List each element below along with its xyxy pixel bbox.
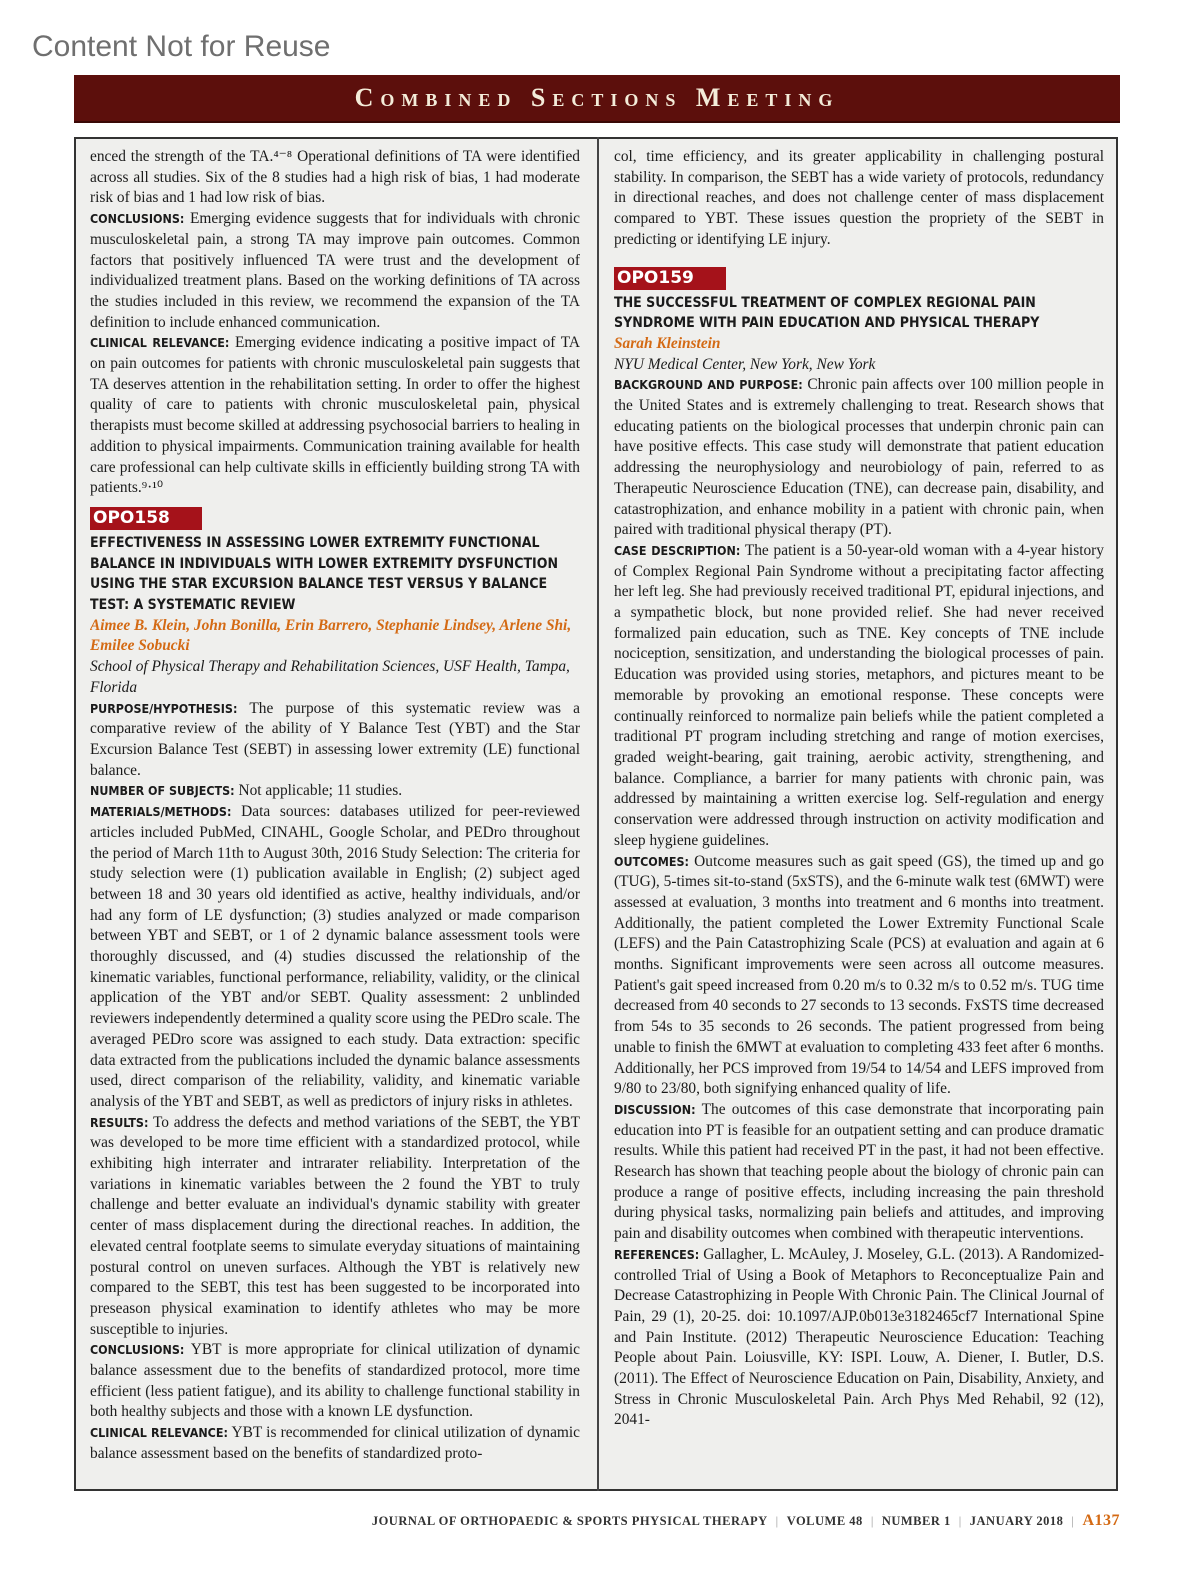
section-label: OUTCOMES: — [614, 853, 689, 869]
paragraph-text: Emerging evidence indicating a positive impact of TA on pain outcomes for patients with chronic musculoskeletal pain suggests that TA deserves attention in the rehabilitation setting. In order to offer the highest quality of care to patients with chronic musculoskeletal pain, physical therapists must become skilled at addressing psychosocial barriers to healing in addition to physical impairments. Communication training available for health care professional can help cultivate skills in efficiently building strong TA with patients.⁹·¹⁰ — [90, 334, 580, 497]
paragraph-text: To address the defects and method variations of the SEBT, the YBT was developed to be more time efficient with a standardized protocol, while exhibiting high interrater and intrarater reliability. Interpretation of the variations in kinematic variables between the 2 found the YBT to truly challenge and better evaluate an individual's dynamic stability with greater center of mass displacement during the directional reaches. In addition, the elevated central footplate seems to simulate everyday situations of maintaining postural control on uneven surfaces. Although the YBT is relatively new compared to the SEBT, this test has been suggested to be incorporated into preseason physical examination to identify athletes who may be more susceptible to injuries. — [90, 1113, 580, 1338]
discussion-paragraph — [614, 1100, 1104, 1245]
paragraph: col, time efficiency, and its greater applicability in challenging postural stability. In comparison, the SEBT has a wide variety of protocols, redundancy in directional reaches, and does not challenge center of mass displacement compared to YBT. These issues question the propriety of the SEBT in predicting or identifying LE injury. — [614, 148, 1104, 248]
journal-date: JANUARY 2018 — [969, 1514, 1064, 1528]
abstract-affiliation: NYU Medical Center, New York, New York — [614, 355, 876, 373]
methods-paragraph — [90, 802, 580, 1113]
paragraph-text: Outcome measures such as gait speed (GS), the timed up and go (TUG), 5-times sit-to-stand (5xSTS), and the 6-minute walk test (6MWT) were assessed at evaluation, 3 months into treatment and 6 months into treatment. Additionally, the patient completed the Lower Extremity Functional Scale (LEFS) and the Pain Catastrophizing Scale (PCS) at evaluation and again at 6 months. Significant improvements were seen across all outcome measures. Patient's gait speed increased from 0.20 m/s to 0.32 m/s to 0.52 m/s. TUG time decreased from 40 seconds to 27 seconds to 13 seconds. FxSTS time decreased from 54s to 35 seconds to 26 seconds. The patient progressed from being unable to finish the 6MWT at evaluation to completing 433 feet after 6 months. Additionally, her PCS improved from 19/54 to 14/54 and LEFS improved from 9/80 to 23/80, both signifying enhanced quality of life. — [614, 852, 1104, 1098]
abstract-authors: Sarah Kleinstein — [614, 334, 721, 352]
paragraph-text: YBT is more appropriate for clinical utilization of dynamic balance assessment due to the benefits of standardized protocol, more time efficient (less patient fatigue), and its ability to challenge functional stability in both healthy subjects and those with a known LE dysfunction. — [90, 1341, 580, 1421]
section-label: CONCLUSIONS: — [90, 1342, 185, 1358]
subjects-paragraph — [90, 781, 580, 802]
right-column — [614, 147, 1104, 1482]
left-column — [90, 147, 580, 1482]
watermark: Content Not for Reuse — [32, 30, 331, 63]
references-paragraph — [614, 1245, 1104, 1431]
abstract-title: THE SUCCESSFUL TREATMENT OF COMPLEX REGIONAL PAIN SYNDROME WITH PAIN EDUCATION AND PHYSICAL THERAPY — [614, 294, 1040, 332]
paragraph-text: The purpose of this systematic review was a comparative review of the ability of Y Balance Test (YBT) and the Star Excursion Balance Test (SEBT) in assessing lower extremity (LE) functional balance. — [90, 699, 580, 779]
section-label: RESULTS: — [90, 1114, 149, 1130]
banner-title: Combined Sections Meeting — [354, 83, 840, 112]
outcomes-paragraph — [614, 852, 1104, 1100]
abstract-authors: Aimee B. Klein, John Bonilla, Erin Barrero, Stephanie Lindsey, Arlene Shi, Emilee Sobucki — [90, 616, 572, 655]
section-label: CLINICAL RELEVANCE: — [90, 335, 230, 351]
paragraph-text: Chronic pain affects over 100 million people in the United States and is extremely challenging to treat. Research shows that educating patients on the biological processes that underpin chronic pain can have positive effects. This case study will demonstrate that patient education addressing the neurophysiology and neurobiology of pain, referred to as Therapeutic Neuroscience Education (TNE), can decrease pain, disability, and catastrophization, and enhance mobility in a patient with chronic pain, when paired with traditional physical therapy (PT). — [614, 376, 1104, 539]
section-label: CLINICAL RELEVANCE: — [90, 1425, 228, 1441]
abstract-code-badge: OPO158 — [90, 507, 202, 530]
page-number: A137 — [1082, 1512, 1120, 1529]
abstract-title: EFFECTIVENESS IN ASSESSING LOWER EXTREMITY FUNCTIONAL BALANCE IN INDIVIDUALS WITH LOWER EXTREMITY DYSFUNCTION USING THE STAR EXCURSION BALANCE TEST VERSUS Y BALANCE TEST: A SYSTEMATIC REVIEW — [90, 534, 558, 614]
section-label: CONCLUSIONS: — [90, 211, 185, 227]
conclusions-paragraph — [90, 209, 580, 333]
paragraph: enced the strength of the TA.⁴⁻⁸ Operational definitions of TA were identified across all studies. Six of the 8 studies had a high risk of bias, 1 had moderate risk of bias and 1 had low risk of bias. — [90, 148, 580, 207]
journal-name: JOURNAL OF ORTHOPAEDIC & SPORTS PHYSICAL THERAPY — [371, 1514, 768, 1528]
section-label: BACKGROUND AND PURPOSE: — [614, 377, 803, 393]
paragraph-text: Not applicable; 11 studies. — [238, 782, 403, 800]
clinical-relevance-paragraph-2 — [90, 1423, 580, 1464]
paragraph-text: The patient is a 50-year-old woman with a 4-year history of Complex Regional Pain Syndrome without a precipitating factor affecting her left leg. She had previously received traditional PT, epidural injections, and a sympathetic block, but none provided relief. She had never received formalized pain education, such as TNE. Key concepts of TNE include nociception, sensitization, and understanding the biological processes of pain. Education was provided using stories, metaphors, and pictures meant to be memorable by provoking an emotional response. These concepts were continually reinforced to normalize pain beliefs while the patient completed a traditional PT program including stretching and range of motion exercises, graded weight-bearing, gait training, aerobic activity, strengthening, and balance. Compliance, a barrier for many patients with chronic pain, was addressed by maintaining a written exercise log. Self-regulation and energy conservation were addressed through instruction on activity modification and sleep hygiene guidelines. — [614, 541, 1104, 849]
column-divider — [597, 137, 599, 1491]
background-paragraph — [614, 375, 1104, 541]
abstract-code-badge: OPO159 — [614, 267, 726, 290]
paragraph-text: YBT is recommended for clinical utilization of dynamic balance assessment based on the benefits of standardized proto- — [90, 1424, 580, 1462]
page-footer: JOURNAL OF ORTHOPAEDIC & SPORTS PHYSICAL THERAPY | VOLUME 48 | NUMBER 1 | JANUARY 2018 | A137 — [371, 1512, 1120, 1529]
section-label: MATERIALS/METHODS: — [90, 804, 232, 820]
journal-volume: VOLUME 48 — [786, 1514, 863, 1528]
section-label: CASE DESCRIPTION: — [614, 542, 741, 558]
journal-number: NUMBER 1 — [881, 1514, 951, 1528]
case-paragraph — [614, 541, 1104, 852]
section-label: DISCUSSION: — [614, 1101, 696, 1117]
abstract-affiliation: School of Physical Therapy and Rehabilitation Sciences, USF Health, Tampa, Florida — [90, 658, 570, 696]
section-label: NUMBER OF SUBJECTS: — [90, 783, 235, 799]
section-label: PURPOSE/HYPOTHESIS: — [90, 700, 238, 716]
purpose-paragraph — [90, 699, 580, 782]
clinical-relevance-paragraph — [90, 333, 580, 499]
section-label: REFERENCES: — [614, 1246, 700, 1262]
paragraph-text: Emerging evidence suggests that for individuals with chronic musculoskeletal pain, a strong TA may improve pain outcomes. Common factors that positively influenced TA were trust and the development of individualized treatment plans. Based on the working definitions of TA across the studies included in this review, we recommend the expansion of the TA definition to include enhanced communication. — [90, 210, 580, 331]
paragraph-text: Gallagher, L. McAuley, J. Moseley, G.L. (2013). A Randomized-controlled Trial of Using a Book of Metaphors to Reconceptualize Pain and Decrease Catastrophizing in People With Chronic Pain. The Clinical Journal of Pain, 29 (1), 20-25. doi: 10.1097/AJP.0b013e3182465cf7 International Spine and Pain Institute. (2012) Therapeutic Neuroscience Education: Teaching People about Pain. Loiusville, KY: ISPI. Louw, A. Diener, I. Butler, D.S. (2011). The Effect of Neuroscience Education on Pain, Disability, Anxiety, and Stress in Chronic Musculoskeletal Pain. Arch Phys Med Rehabil, 92 (12), 2041- — [614, 1245, 1104, 1429]
conclusions-paragraph-2 — [90, 1340, 580, 1423]
results-paragraph — [90, 1113, 580, 1341]
paragraph-text: The outcomes of this case demonstrate that incorporating pain education into PT is feasible for an outpatient setting and can produce dramatic results. While this patient had received PT in the past, it had not been effective. Research has shown that teaching people about the biology of chronic pain can produce a range of positive effects, including increasing the pain threshold during physical tasks, normalizing pain beliefs and attitudes, and improving pain and disability outcomes when combined with therapeutic interventions. — [614, 1100, 1104, 1243]
paragraph-text: Data sources: databases utilized for peer-reviewed articles included PubMed, CINAHL, Google Scholar, and PEDro throughout the period of March 11th to August 30th, 2016 Study Selection: The criteria for study selection were (1) publication available in English; (2) subject aged between 18 and 30 years old identified as active, healthy individuals, and/or had any form of LE dysfunction; (3) studies analyzed or made comparison between YBT and SEBT, or 1 of 2 dynamic balance assessment tools were thoroughly discussed, and (4) studies discussed the relationship of the kinematic variables, functional performance, reliability, validity, or the clinical application of the YBT and/or SEBT. Quality assessment: 2 unblinded reviewers independently determined a quality score using the PEDro scale. The averaged PEDro score was assigned to each study. Data extraction: specific data extracted from the publications included the dynamic balance assessments used, direct comparison of the reliability, validity, and kinematic variable analysis of the YBT and SEBT, as well as predictors of injury risks in athletes. — [90, 803, 580, 1110]
section-banner — [74, 75, 1120, 123]
